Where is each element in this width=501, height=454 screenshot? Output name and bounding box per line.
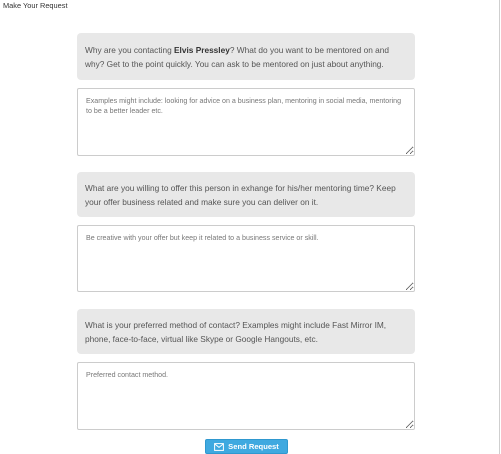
question-prompt-offer xyxy=(77,172,415,217)
contact-method-textarea[interactable] xyxy=(77,362,415,430)
send-request-label: Send Request xyxy=(228,442,279,451)
send-request-button[interactable] xyxy=(205,439,288,454)
question-prompt-text xyxy=(85,43,407,71)
purpose-textarea[interactable] xyxy=(77,88,415,156)
prompt-trail-text: ? What do you want to be mentored on and why? Get to the point quickly. You can ask to be mentored on just about anything. xyxy=(85,44,389,69)
question-prompt-text: What are you willing to offer this person in exhange for his/her mentoring time? Keep your offer business related and make sure you can deliver on it. xyxy=(85,182,396,207)
frame-divider xyxy=(499,0,500,454)
mentor-name: Elvis Pressley xyxy=(174,44,230,55)
envelope-icon xyxy=(214,443,224,451)
page-title: Make Your Request xyxy=(3,1,68,10)
offer-textarea[interactable] xyxy=(77,225,415,292)
prompt-lead-text: Why are you contacting xyxy=(85,44,175,55)
question-prompt-purpose xyxy=(77,33,415,80)
question-prompt-contact xyxy=(77,309,415,354)
question-prompt-text: What is your preferred method of contact? Examples might include Fast Mirror IM, phone, face-to-face, virtual like Skype or Google Hangouts, etc. xyxy=(85,319,387,344)
